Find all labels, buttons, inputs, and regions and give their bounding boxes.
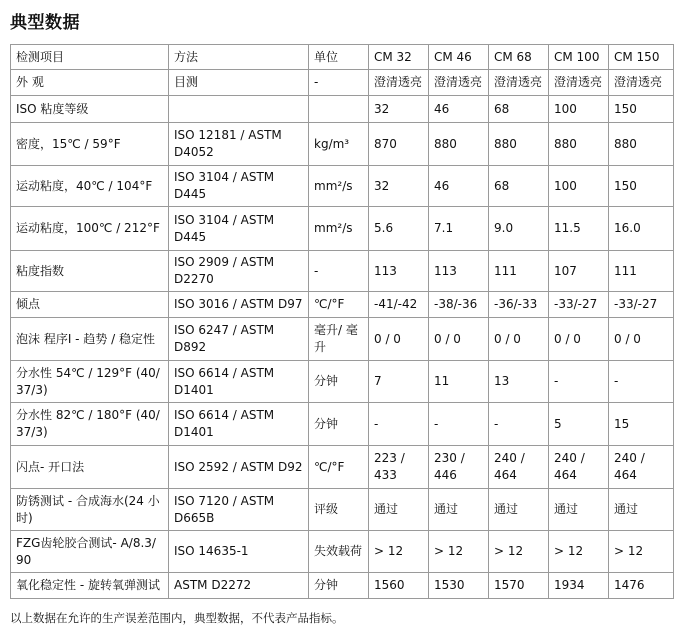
table-cell: 11.5 xyxy=(549,207,609,251)
table-cell: > 12 xyxy=(549,531,609,573)
table-cell: - xyxy=(549,361,609,403)
table-cell: 防锈测试 - 合成海水(24 小时) xyxy=(11,489,169,531)
table-cell: 5 xyxy=(549,403,609,446)
table-cell: 113 xyxy=(369,251,429,292)
table-cell: - xyxy=(609,361,674,403)
column-header: 检测项目 xyxy=(11,45,169,70)
page-title: 典型数据 xyxy=(10,13,80,33)
table-cell: ISO 3104 / ASTM D445 xyxy=(169,166,309,207)
table-cell: ISO 6614 / ASTM D1401 xyxy=(169,361,309,403)
table-cell: 111 xyxy=(489,251,549,292)
table-row xyxy=(11,318,674,361)
table-row xyxy=(11,292,674,318)
table-cell: 分水性 82℃ / 180°F (40/ 37/3) xyxy=(11,403,169,446)
table-cell: > 12 xyxy=(489,531,549,573)
table-cell: 评级 xyxy=(309,489,369,531)
table-cell: 目测 xyxy=(169,70,309,96)
table-cell: 1560 xyxy=(369,573,429,599)
table-cell: 9.0 xyxy=(489,207,549,251)
table-header-row xyxy=(11,45,674,70)
table-cell: - xyxy=(429,403,489,446)
table-cell: 通过 xyxy=(549,489,609,531)
table-cell: 100 xyxy=(549,166,609,207)
table-cell: 100 xyxy=(549,96,609,123)
table-cell: - xyxy=(489,403,549,446)
column-header: CM 46 xyxy=(429,45,489,70)
table-cell: ISO 3104 / ASTM D445 xyxy=(169,207,309,251)
table-cell: 氧化稳定性 - 旋转氧弹测试 xyxy=(11,573,169,599)
table-cell: 澄清透亮 xyxy=(549,70,609,96)
table-cell: 0 / 0 xyxy=(609,318,674,361)
table-cell xyxy=(309,96,369,123)
column-header: CM 150 xyxy=(609,45,674,70)
table-cell: 150 xyxy=(609,166,674,207)
table-cell: 分钟 xyxy=(309,573,369,599)
table-cell: 107 xyxy=(549,251,609,292)
table-row xyxy=(11,531,674,573)
table-cell: 870 xyxy=(369,123,429,166)
table-cell: 分钟 xyxy=(309,403,369,446)
table-row xyxy=(11,70,674,96)
table-cell: 0 / 0 xyxy=(489,318,549,361)
table-cell: > 12 xyxy=(369,531,429,573)
table-cell: 澄清透亮 xyxy=(429,70,489,96)
table-cell: 通过 xyxy=(369,489,429,531)
table-row xyxy=(11,123,674,166)
table-cell: -33/-27 xyxy=(549,292,609,318)
table-cell: 澄清透亮 xyxy=(609,70,674,96)
table-cell: 1934 xyxy=(549,573,609,599)
table-cell: 0 / 0 xyxy=(549,318,609,361)
table-cell: 240 / 464 xyxy=(549,446,609,489)
column-header: 方法 xyxy=(169,45,309,70)
table-cell: 68 xyxy=(489,166,549,207)
table-cell: 880 xyxy=(489,123,549,166)
table-cell: 1530 xyxy=(429,573,489,599)
table-cell: -41/-42 xyxy=(369,292,429,318)
table-cell: 111 xyxy=(609,251,674,292)
table-cell: 5.6 xyxy=(369,207,429,251)
table-cell: 通过 xyxy=(489,489,549,531)
table-cell: 150 xyxy=(609,96,674,123)
table-cell: -36/-33 xyxy=(489,292,549,318)
table-cell: ISO 3016 / ASTM D97 xyxy=(169,292,309,318)
table-cell: 泡沫 程序I - 趋势 / 稳定性 xyxy=(11,318,169,361)
table-cell: 通过 xyxy=(609,489,674,531)
table-row xyxy=(11,446,674,489)
table-row xyxy=(11,489,674,531)
table-cell: - xyxy=(309,251,369,292)
table-cell: kg/m³ xyxy=(309,123,369,166)
column-header: CM 68 xyxy=(489,45,549,70)
table-cell: 15 xyxy=(609,403,674,446)
table-cell: 0 / 0 xyxy=(429,318,489,361)
table-cell: 7.1 xyxy=(429,207,489,251)
table-cell: ISO 7120 / ASTM D665B xyxy=(169,489,309,531)
table-cell: 澄清透亮 xyxy=(369,70,429,96)
table-cell: 粘度指数 xyxy=(11,251,169,292)
table-cell: 7 xyxy=(369,361,429,403)
table-cell: 32 xyxy=(369,96,429,123)
table-cell: -33/-27 xyxy=(609,292,674,318)
table-cell: 分钟 xyxy=(309,361,369,403)
table-cell: 230 / 446 xyxy=(429,446,489,489)
table-cell: 240 / 464 xyxy=(609,446,674,489)
table-cell: FZG齿轮胶合测试- A/8.3/ 90 xyxy=(11,531,169,573)
table-cell: 46 xyxy=(429,96,489,123)
table-cell: 通过 xyxy=(429,489,489,531)
table-cell: 失效载荷 xyxy=(309,531,369,573)
table-cell: 11 xyxy=(429,361,489,403)
table-cell: 46 xyxy=(429,166,489,207)
table-row xyxy=(11,207,674,251)
table-cell: 16.0 xyxy=(609,207,674,251)
table-cell: 13 xyxy=(489,361,549,403)
table-cell: mm²/s xyxy=(309,207,369,251)
footnote: 以上数据在允许的生产误差范围内，典型数据，不代表产品指标。 xyxy=(10,611,344,625)
table-row xyxy=(11,166,674,207)
table-cell: 880 xyxy=(429,123,489,166)
table-cell: ASTM D2272 xyxy=(169,573,309,599)
column-header: 单位 xyxy=(309,45,369,70)
table-cell: 1476 xyxy=(609,573,674,599)
table-cell: 分水性 54℃ / 129°F (40/ 37/3) xyxy=(11,361,169,403)
table-row xyxy=(11,96,674,123)
table-cell: mm²/s xyxy=(309,166,369,207)
table-cell: 113 xyxy=(429,251,489,292)
table-cell: - xyxy=(369,403,429,446)
table-cell: ISO 12181 / ASTM D4052 xyxy=(169,123,309,166)
column-header: CM 32 xyxy=(369,45,429,70)
table-cell: ISO 6247 / ASTM D892 xyxy=(169,318,309,361)
table-cell: > 12 xyxy=(609,531,674,573)
table-cell: 32 xyxy=(369,166,429,207)
table-cell: -38/-36 xyxy=(429,292,489,318)
table-cell: - xyxy=(309,70,369,96)
table-cell: 闪点- 开口法 xyxy=(11,446,169,489)
table-row xyxy=(11,361,674,403)
table-cell: 223 / 433 xyxy=(369,446,429,489)
table-cell: 880 xyxy=(549,123,609,166)
table-row xyxy=(11,251,674,292)
table-cell: 倾点 xyxy=(11,292,169,318)
table-cell: ISO 粘度等级 xyxy=(11,96,169,123)
table-cell: 运动粘度，40℃ / 104°F xyxy=(11,166,169,207)
table-row xyxy=(11,573,674,599)
table-cell: ℃/°F xyxy=(309,446,369,489)
table-cell: ISO 2909 / ASTM D2270 xyxy=(169,251,309,292)
table-cell: 澄清透亮 xyxy=(489,70,549,96)
table-cell: 1570 xyxy=(489,573,549,599)
table-cell: 外 观 xyxy=(11,70,169,96)
table-cell xyxy=(169,96,309,123)
table-cell: 毫升/ 毫升 xyxy=(309,318,369,361)
table-cell: 68 xyxy=(489,96,549,123)
table-cell: 0 / 0 xyxy=(369,318,429,361)
column-header: CM 100 xyxy=(549,45,609,70)
table-cell: 880 xyxy=(609,123,674,166)
table-cell: 密度，15℃ / 59°F xyxy=(11,123,169,166)
table-cell: 240 / 464 xyxy=(489,446,549,489)
table-cell: > 12 xyxy=(429,531,489,573)
table-cell: ISO 6614 / ASTM D1401 xyxy=(169,403,309,446)
table-cell: ℃/°F xyxy=(309,292,369,318)
typical-data-table xyxy=(10,44,674,599)
table-cell: 运动粘度，100℃ / 212°F xyxy=(11,207,169,251)
table-cell: ISO 14635-1 xyxy=(169,531,309,573)
table-row xyxy=(11,403,674,446)
table-cell: ISO 2592 / ASTM D92 xyxy=(169,446,309,489)
